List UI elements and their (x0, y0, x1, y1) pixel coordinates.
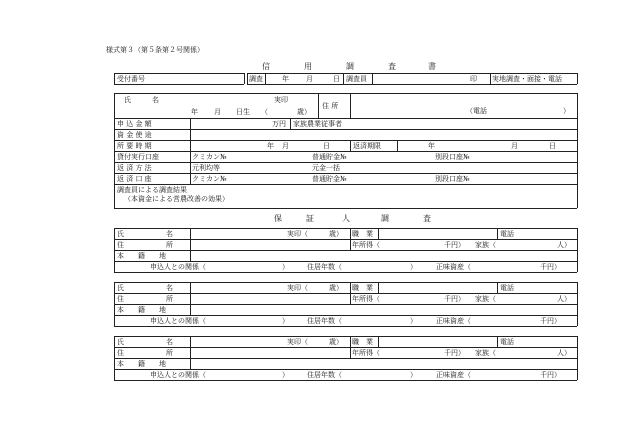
guarantor-family: 家族（ (475, 349, 496, 357)
guarantor-seal: 実印（ (287, 284, 308, 292)
repay-due-year: 年 (428, 142, 435, 150)
age-open: （ (261, 108, 268, 116)
guarantor-assets-unit: 千円） (540, 317, 561, 325)
guarantor-family-unit: 人） (557, 241, 571, 249)
guarantor-tel-label: 電話 (500, 338, 514, 346)
guarantor-years-close: ） (410, 371, 417, 379)
guarantor-relation-close: ） (282, 371, 289, 379)
guarantor-domicile-label: 本 籍 地 (117, 252, 166, 260)
repay-due-label: 返済期限 (353, 142, 381, 150)
guarantor-years: 住居年数（ (307, 371, 342, 379)
repay-lump: 元金一括 (312, 164, 340, 172)
guarantor-income-unit: 千円） (444, 349, 465, 357)
guarantor-assets: 正味資産（ (436, 317, 471, 325)
repay-method-label: 返 済 方 法 (117, 164, 152, 172)
repay-equal: 元利均等 (192, 164, 220, 172)
title-char: 用 (304, 62, 312, 71)
period-label: 所 要 時 期 (117, 142, 152, 150)
dob-day: 日生 (236, 108, 250, 116)
period-month: 月 (282, 142, 289, 150)
guarantor-relation: 申込人との関係（ (150, 317, 206, 325)
guarantor-job-label: 職 業 (352, 284, 373, 292)
survey-month: 月 (306, 75, 313, 83)
guarantor-address-label: 住 所 (117, 241, 173, 249)
period-year: 年 (267, 142, 274, 150)
guarantor-relation: 申込人との関係（ (150, 263, 206, 271)
guarantor-address-label: 住 所 (117, 349, 173, 357)
guarantor-family-unit: 人） (557, 349, 571, 357)
guarantor-title-char: 査 (423, 214, 431, 223)
loan-account-label: 貸付実行口座 (117, 153, 159, 161)
repay-kumikan: クミカン№ (192, 175, 227, 183)
loan-savings: 普通貯金№ (312, 153, 347, 161)
guarantor-income: 年所得（ (352, 349, 380, 357)
guarantor-name-label: 氏 名 (117, 338, 173, 346)
applicant-tel-close: ） (563, 107, 570, 115)
purpose-label: 資 金 使 途 (117, 131, 152, 139)
title-char: 査 (388, 62, 396, 71)
repay-due-month: 月 (511, 142, 518, 150)
loan-special: 別段口座№ (435, 153, 470, 161)
survey-date-label: 調査 (249, 75, 263, 83)
family-farm-workers: 家族農業従事者 (293, 120, 342, 128)
applicant-tel-label: （電話 (466, 107, 487, 115)
survey-day: 日 (333, 75, 340, 83)
guarantor-age: 歳） (329, 284, 343, 292)
guarantor-address-label: 住 所 (117, 295, 173, 303)
repay-account-label: 返 済 口 座 (117, 175, 152, 183)
investigator-seal: 印 (470, 75, 477, 83)
guarantor-domicile-label: 本 籍 地 (117, 360, 166, 368)
guarantor-income: 年所得（ (352, 241, 380, 249)
guarantor-assets: 正味資産（ (436, 263, 471, 271)
guarantor-age: 歳） (329, 338, 343, 346)
amount-unit: 万円 (272, 120, 286, 128)
survey-method: 実地調査・面接・電話 (492, 75, 562, 83)
guarantor-age: 歳） (329, 230, 343, 238)
guarantor-job-label: 職 業 (352, 230, 373, 238)
survey-year: 年 (282, 75, 289, 83)
guarantor-seal: 実印（ (287, 338, 308, 346)
applicant-address-label: 住 所 (322, 102, 339, 110)
guarantor-income-unit: 千円） (444, 241, 465, 249)
guarantor-family: 家族（ (475, 241, 496, 249)
amount-label: 申 込 金 額 (117, 120, 152, 128)
title-char: 調 (346, 62, 354, 71)
investigator-label: 調査員 (346, 75, 367, 83)
survey-result-label: 調査員による調査結果 (117, 186, 187, 194)
guarantor-title-char: 調 (381, 214, 389, 223)
dob-month: 月 (214, 108, 221, 116)
guarantor-assets-unit: 千円） (540, 263, 561, 271)
guarantor-relation-close: ） (282, 263, 289, 271)
applicant-name-label: 氏 名 (124, 96, 159, 104)
guarantor-domicile-label: 本 籍 地 (117, 306, 166, 314)
guarantor-assets: 正味資産（ (436, 371, 471, 379)
guarantor-job-label: 職 業 (352, 338, 373, 346)
guarantor-name-label: 氏 名 (117, 230, 173, 238)
guarantor-title-char: 保 (274, 214, 282, 223)
guarantor-seal: 実印（ (287, 230, 308, 238)
guarantor-tel-label: 電話 (500, 230, 514, 238)
guarantor-years-close: ） (410, 263, 417, 271)
guarantor-tel-label: 電話 (500, 284, 514, 292)
guarantor-title-char: 人 (342, 214, 350, 223)
title-char: 信 (262, 62, 270, 71)
guarantor-relation: 申込人との関係（ (150, 371, 206, 379)
guarantor-title-char: 証 (306, 214, 314, 223)
repay-due-day: 日 (549, 142, 556, 150)
guarantor-family: 家族（ (475, 295, 496, 303)
loan-kumikan: クミカン№ (192, 153, 227, 161)
period-day: 日 (323, 142, 330, 150)
guarantor-family-unit: 人） (557, 295, 571, 303)
guarantor-years-close: ） (410, 317, 417, 325)
receipt-number-label: 受付番号 (117, 75, 145, 83)
repay-savings: 普通貯金№ (312, 175, 347, 183)
guarantor-years: 住居年数（ (307, 263, 342, 271)
guarantor-name-label: 氏 名 (117, 284, 173, 292)
title-char: 書 (428, 62, 436, 71)
repay-special: 別段口座№ (435, 175, 470, 183)
guarantor-income: 年所得（ (352, 295, 380, 303)
guarantor-assets-unit: 千円） (540, 371, 561, 379)
age-close: 歳） (297, 108, 311, 116)
dob-year: 年 (191, 108, 198, 116)
guarantor-relation-close: ） (282, 317, 289, 325)
guarantor-income-unit: 千円） (444, 295, 465, 303)
form-number-label: 様式第３（第５条第２号関係） (106, 46, 204, 54)
guarantor-years: 住居年数（ (307, 317, 342, 325)
applicant-seal: 実印 (274, 96, 288, 104)
survey-result-sub: （本資金による営農改善の効果） (124, 195, 229, 203)
